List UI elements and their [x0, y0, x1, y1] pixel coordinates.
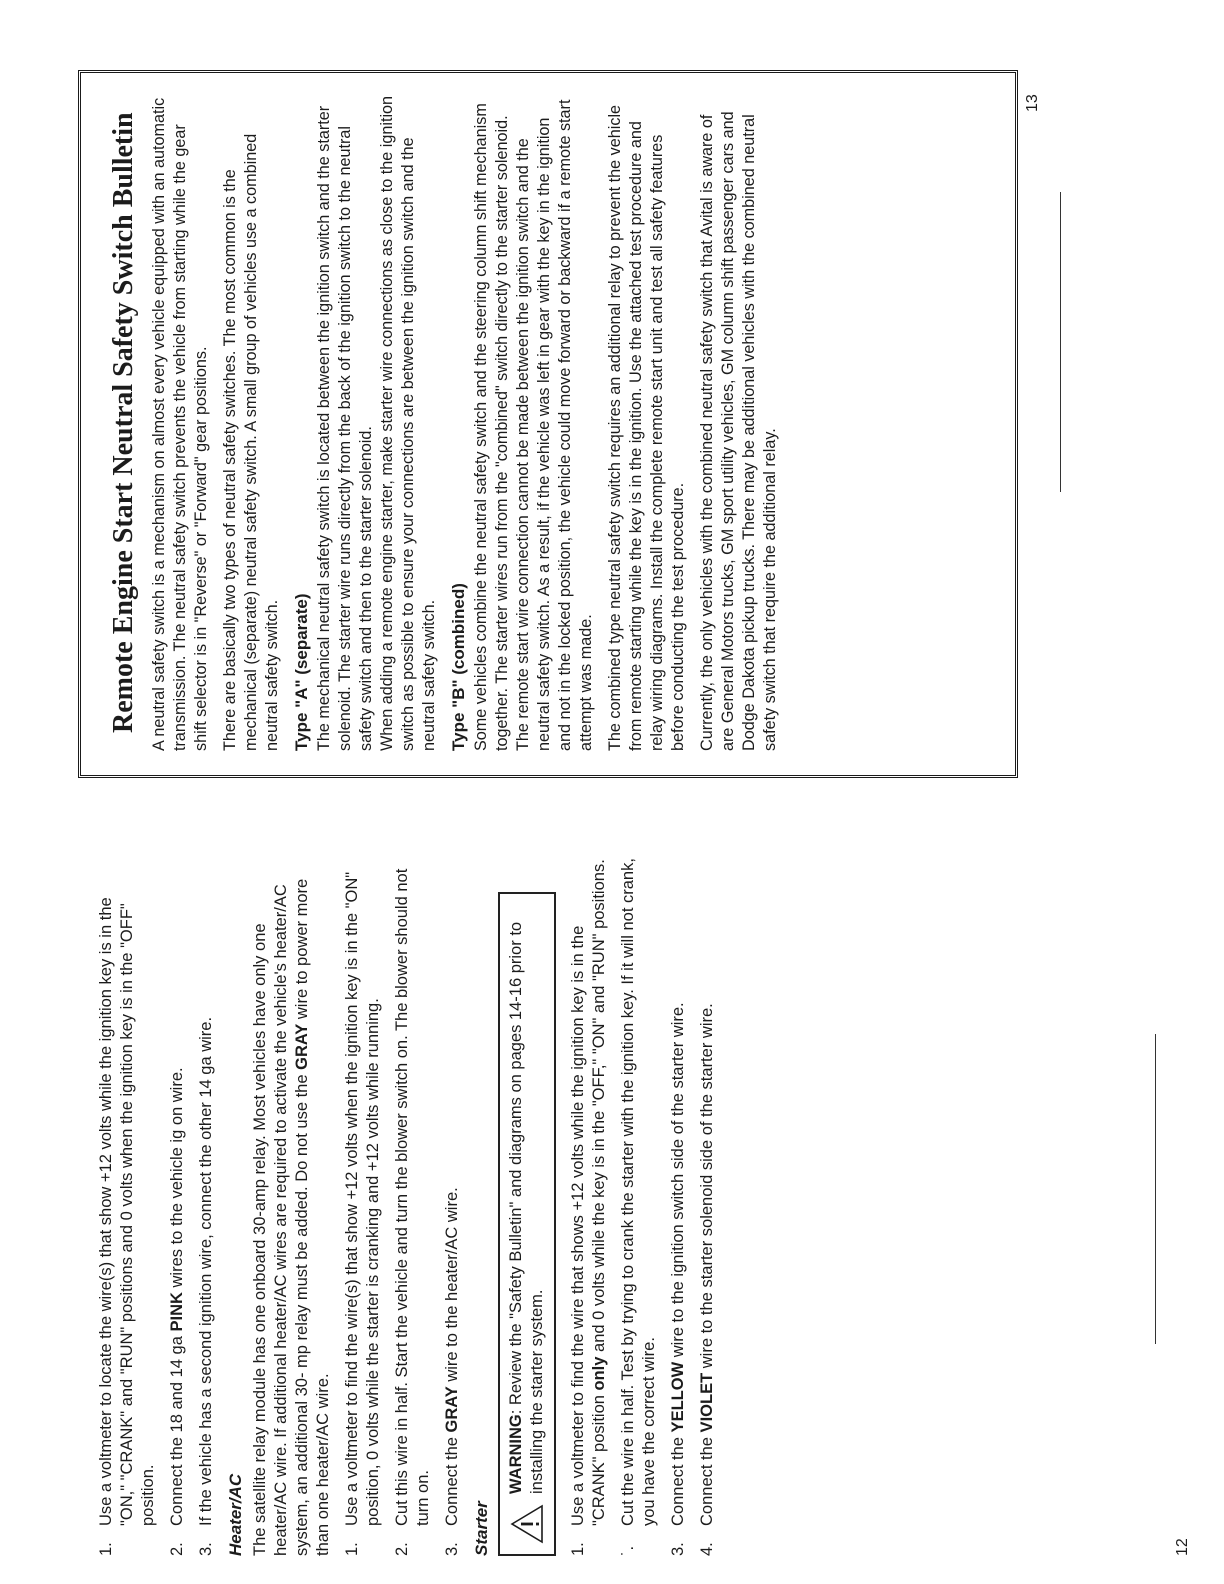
warning-box — [498, 892, 556, 1556]
warning-icon — [510, 1504, 544, 1544]
page-12 — [0, 792, 1224, 1584]
item-number: 1. — [343, 1542, 361, 1556]
item-number: 3. — [197, 1542, 215, 1556]
type-b-paragraph: The combined type neutral safety switch requires an additional relay to prevent the vehicle from remote starting while the key is in the ignition. Use the attached test procedure and relay wiring diagrams. Install the complete remote start unit and test all safety features before conducting the test procedure. — [606, 104, 687, 751]
list-item — [618, 856, 660, 1556]
list-item — [668, 856, 689, 1556]
item-number: 1. — [569, 1542, 587, 1556]
item-number: 2. — [168, 1542, 186, 1556]
item-number: 4. — [698, 1542, 716, 1556]
type-b-heading: Type "B" (combined) — [449, 583, 468, 751]
type-a-paragraph: When adding a remote engine starter, make starter wire connections as close to the ignition switch as possible to ensure your connections are between the ignition switch and the neutral safety switch. — [378, 95, 438, 751]
item-number: 3. — [669, 1542, 687, 1556]
list-item — [442, 856, 463, 1556]
heater-ac-heading: Heater/AC — [226, 1473, 245, 1556]
list-item — [392, 856, 434, 1556]
item-text: Connect the VIOLET wire to the starter solenoid side of the starter wire. — [698, 1003, 716, 1526]
item-text: Use a voltmeter to find the wire(s) that show +12 volts when the ignition key is in the "ON" position, 0 volts while the starter is cranking and +12 volts while running. — [343, 871, 382, 1526]
item-number: 1. — [97, 1542, 115, 1556]
wire-color-gray: GRAY — [443, 1386, 461, 1433]
bulletin-title: Remote Engine Start Neutral Safety Switch Bulletin — [108, 112, 139, 733]
list-item — [568, 856, 610, 1556]
type-b-paragraph: Currently, the only vehicles with the combined neutral safety switch that Avital is aware of are General Motors trucks, GM sport utility vehicles, GM column shift passenger cars and Dodge Dakota pickup trucks. There may be additional vehicles with the combined neutral safety switch that require the additional relay. — [698, 111, 779, 751]
starter-heading: Starter — [472, 1501, 491, 1556]
list-item — [342, 856, 384, 1556]
wire-color-yellow: YELLOW — [669, 1361, 687, 1433]
item-text: Connect the GRAY wire to the heater/AC wire. — [443, 1187, 461, 1526]
footer-rule — [1060, 192, 1061, 492]
type-a-heading: Type "A" (separate) — [292, 593, 311, 751]
item-text: Use a voltmeter to locate the wire(s) that show +12 volts while the ignition key is in the "ON," "CRANK" and "RUN" positions and 0 volts when the ignition key is in the "OFF" position. — [97, 897, 157, 1526]
wire-color-gray: GRAY — [293, 1023, 311, 1070]
wire-color-violet: VIOLET — [698, 1372, 716, 1433]
left-page-content — [96, 856, 726, 1556]
item-text: Cut this wire in half. Start the vehicle and turn the blower switch on. The blower should not turn on. — [393, 868, 432, 1526]
list-item — [167, 856, 188, 1556]
type-b-paragraph: Some vehicles combine the neutral safety switch and the steering column shift mechanism together. The starter wires run from the "combined" switch directly to the starter solenoid. The remote start wire connection cannot be made between the ignition switch and the neutral safety switch. As a result, if the vehicle was left in gear with the key in the ignition and not in the locked position, the vehicle could move forward or backward if a remote start attempt was made. — [472, 99, 595, 751]
page-number: 12 — [1174, 1538, 1191, 1556]
item-number: ˙. — [619, 1545, 637, 1556]
item-text: Use a voltmeter to find the wire that shows +12 volts while the ignition key is in the "CRANK" position only and 0 volts while the key is in the "OFF," "ON" and "RUN" positions. — [569, 859, 608, 1526]
bulletin-intro-paragraph: There are basically two types of neutral safety switches. The most common is the mechanical (separate) neutral safety switch. A small group of vehicles use a combined neutral safety switch. — [221, 133, 281, 751]
list-item — [697, 856, 718, 1556]
list-item — [96, 856, 159, 1556]
item-text: Connect the YELLOW wire to the ignition switch side of the starter wire. — [669, 1002, 687, 1526]
page-number: 13 — [1024, 94, 1041, 112]
type-a-paragraph: The mechanical neutral safety switch is located between the ignition switch and the starter solenoid. The starter wire runs directly from the back of the ignition switch to the neutral safety switch and then to the starter solenoid. — [315, 105, 375, 751]
warning-text: WARNING: Review the "Safety Bulletin" and diagrams on pages 14-16 prior to installing the starter system. — [507, 921, 546, 1494]
safety-bulletin-box — [78, 70, 1018, 778]
item-number: 3. — [443, 1542, 461, 1556]
wire-color-pink: PINK — [168, 1292, 186, 1332]
item-text: Connect the 18 and 14 ga PINK wires to the vehicle ig on wire. — [168, 1067, 186, 1526]
item-text: Cut the wire in half. Test by trying to crank the starter with the ignition key. If it will not crank, you have the correct wire. — [619, 858, 658, 1526]
item-number: 2. — [393, 1542, 411, 1556]
list-item — [196, 856, 217, 1556]
footer-rule — [1155, 1034, 1156, 1344]
heater-ac-paragraph: The satellite relay module has one onboard 30-amp relay. Most vehicles have only one heater/AC wire. If additional heater/AC wires are required to activate the vehicle's heater/AC system, an additional 30- mp relay must be added. Do not use the GRAY wire to power more than one heater/AC wire. — [251, 878, 332, 1556]
item-text: If the vehicle has a second ignition wire, connect the other 14 ga wire. — [197, 1016, 215, 1526]
bulletin-intro-paragraph: A neutral safety switch is a mechanism on almost every vehicle equipped with an automatic transmission. The neutral safety switch prevents the vehicle from starting while the gear shift selector is in "Reverse" or "Forward" gear positions. — [150, 97, 210, 751]
